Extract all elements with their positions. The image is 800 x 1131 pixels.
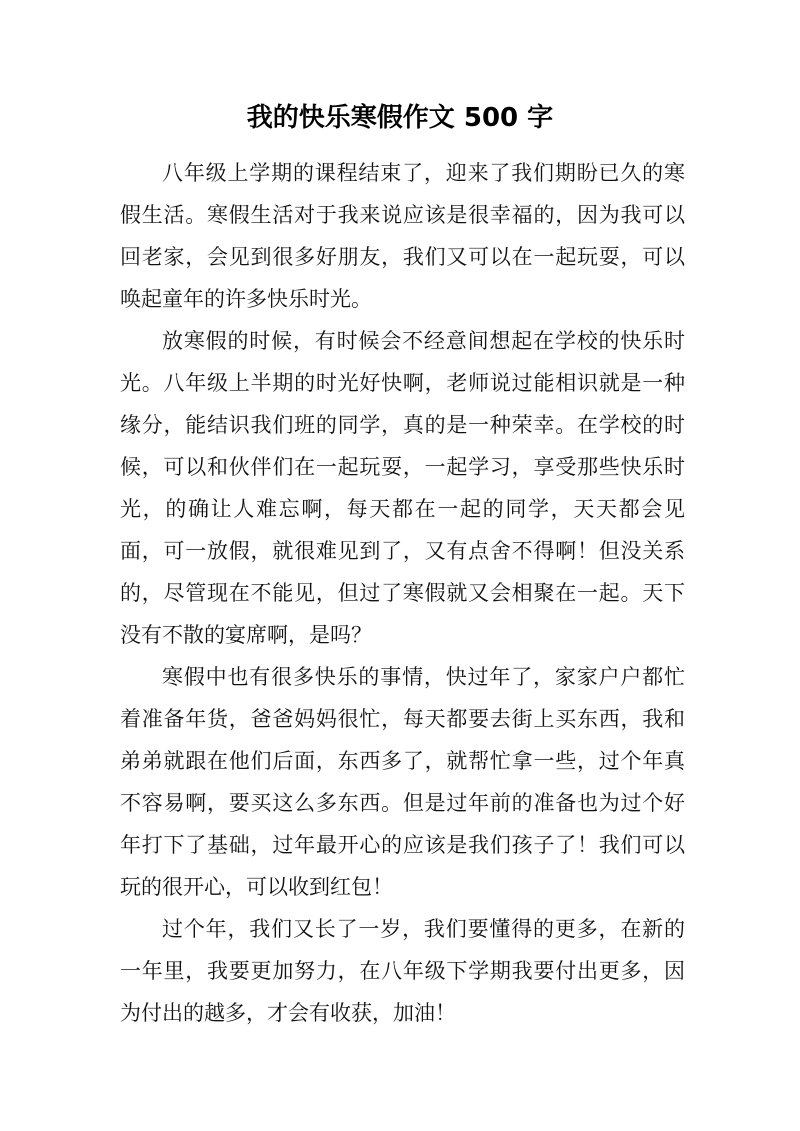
- paragraph: 过个年，我们又长了一岁，我们要懂得的更多，在新的一年里，我要更加努力，在八年级下学期我要付出更多，因为付出的越多，才会有收获，加油！: [120, 917, 685, 1025]
- document-title: 我的快乐寒假作文 500 字: [246, 103, 554, 133]
- document-body: [120, 152, 685, 1034]
- paragraph: 八年级上学期的课程结束了，迎来了我们期盼已久的寒假生活。寒假生活对于我来说应该是很幸福的，因为我可以回老家，会见到很多好朋友，我们又可以在一起玩耍，可以唤起童年的许多快乐时光。: [120, 161, 685, 311]
- paragraph: 寒假中也有很多快乐的事情，快过年了，家家户户都忙着准备年货，爸爸妈妈很忙，每天都要去街上买东西，我和弟弟就跟在他们后面，东西多了，就帮忙拿一些，过个年真不容易啊，要买这么多东西。但是过年前的准备也为过个好年打下了基础，过年最开心的应该是我们孩子了！我们可以玩的很开心，可以收到红包！: [120, 665, 685, 899]
- paragraph: 放寒假的时候，有时候会不经意间想起在学校的快乐时光。八年级上半期的时光好快啊，老师说过能相识就是一种缘分，能结识我们班的同学，真的是一种荣幸。在学校的时候，可以和伙伴们在一起玩耍，一起学习，享受那些快乐时光，的确让人难忘啊，每天都在一起的同学，天天都会见面，可一放假，就很难见到了，又有点舍不得啊！但没关系的，尽管现在不能见，但过了寒假就又会相聚在一起。天下没有不散的宴席啊，是吗？: [120, 329, 685, 647]
